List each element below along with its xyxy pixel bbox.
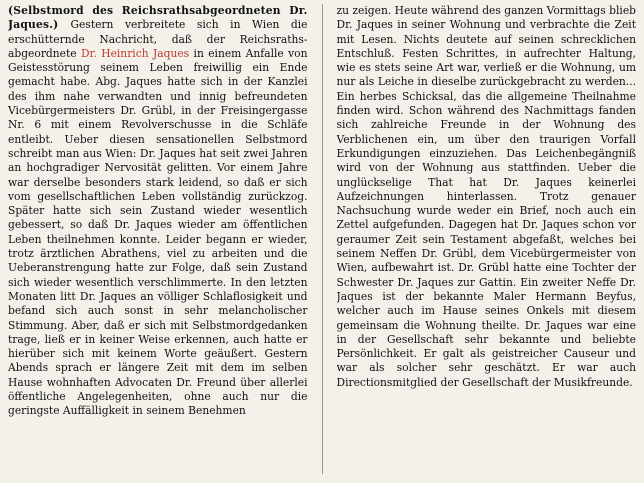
highlighted-name: Dr. Heinrich Jaques <box>80 46 194 60</box>
left-text-part2: in einem Anfalle von Geistesstörung seinem Leben freiwillig ein Ende gemacht habe. Abg. Jaques hatte sich in der Kanzlei des ihm nahe verwandten und innig befreundeten Vicebürgermeisters Dr. Grübl, in der Freisingergasse Nr. 6 mit einem Revolverschusse in die Schläfe entleibt. Ueber diesen sensationellen Selbstmord schreibt man aus Wien: Dr. Jaques hat seit zwei Jahren an hochgradiger Nervosität gelitten. Vor einem Jahre war derselbe besonders stark leidend, so daß er sich vom gesellschaftlichen Leben vollständig zurückzog. Später hatte sich sein Zustand wieder wesentlich gebessert, so daß Dr. Jaques wieder am öffentlichen Leben theilnehmen konnte. Leider begann er wieder, trotz ärztlichen Abrathens, viel zu arbeiten und die Ueberanstrengung hatte zur Folge, daß sein Zustand sich wieder wesentlich verschlimmerte. In den letzten Monaten litt Dr. Jaques an völliger Schlaflosigkeit und befand sich auch sonst in sehr melancholischer Stimmung. Aber, daß er sich mit Selbstmordgedanken trage, ließ er in keiner Weise erkennen, auch hatte er hierüber sich mit keinem Worte geäußert. Gestern Abends sprach er längere Zeit mit dem im selben Hause wohnhaften Advocaten Dr. Freund über allerlei öffentliche Angelegenheiten, ohne auch nur die geringste Auffälligkeit in seinem Benehmen <box>8 46 308 418</box>
right-column <box>337 4 637 474</box>
right-text: zu zeigen. Heute während des ganzen Vormittags blieb Dr. Jaques in seiner Wohnung und verbrachte die Zeit mit Lesen. Nichts deutete auf seinen schrecklichen Entschluß. Festen Schrittes, in aufrechter Haltung, wie es stets seine Art war, verließ er die Wohnung, um nur als Leiche in dieselbe zurückgebracht zu werden... Ein herbes Schicksal, das die allgemeine Theilnahme finden wird. Schon während des Nachmittags fanden sich zahlreiche Freunde in der Wohnung des Verblichenen ein, um über den traurigen Vorfall Erkundigungen einzuziehen. Das Leichenbegängniß wird von der Wohnung aus stattfinden. Ueber die unglückselige That hat Dr. Jaques keinerlei Aufzeichnungen hinterlassen. Trotz genauer Nachsuchung wurde weder ein Brief, noch auch ein Zettel aufgefunden. Dagegen hat Dr. Jaques schon vor geraumer Zeit sein Testament abgefaßt, welches bei seinem Neffen Dr. Grübl, dem Vicebürgermeister von Wien, aufbewahrt ist. Dr. Grübl hatte eine Tochter der Schwester Dr. Jaques zur Gattin. Ein zweiter Neffe Dr. Jaques ist der bekannte Maler Hermann Beyfus, welcher auch im Hause seines Onkels mit diesem gemeinsam die Wohnung theilte. Dr. Jaques war eine in der Gesellschaft sehr bekannte und beliebte Persönlichkeit. Er galt als geistreicher Causeur und war als solcher sehr geschätzt. Er war auch Directionsmitglied der Gesellschaft der Musikfreunde. <box>336 4 636 389</box>
article-paragraph <box>8 4 308 419</box>
left-column <box>8 4 308 474</box>
article-headline: (Selbstmord des Reichsrathsabgeordneten <box>8 4 290 17</box>
left-text-part1: Gestern verbreitete sich in Wien die erschütternde Nachricht, daß der Reichsraths-abgeordnete <box>8 18 308 60</box>
article-headline-line2: Dr. Jaques.) <box>8 4 308 32</box>
column-divider <box>322 4 323 474</box>
article-columns <box>8 4 636 474</box>
